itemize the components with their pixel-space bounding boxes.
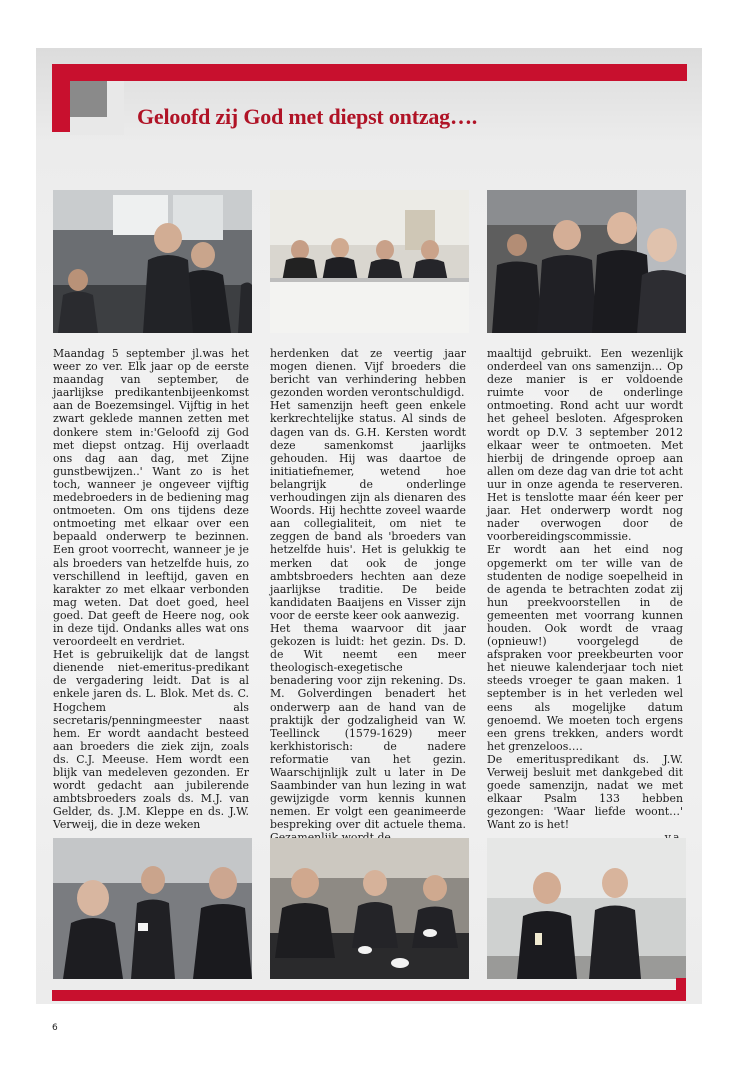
photo-bottom-3 bbox=[487, 838, 686, 979]
photo-bottom-2 bbox=[270, 838, 469, 979]
paragraph: Het thema waarvoor dit jaar gekozen is luidt: het gezin. Ds. D. de Wit neemt een meer theologisch-exegetische benadering voor zijn rekening. Ds. M. Golverdingen benadert het onderwerp aan de hand van de praktijk der godzaligheid van W. Teellinck (1579-1629) meer kerkhistorisch: de nadere reformatie van het gezin. Waarschijnlijk zult u later in De Saambinder van hun lezing in wat gewijzigde vorm kennis kunnen nemen. Er volgt een geanimeerde bespreking over dit actuele thema. bbox=[270, 621, 466, 832]
paragraph: maaltijd gebruikt. Een wezenlijk onderdeel van ons samenzijn… Op deze manier is er voldoende ruimte voor de onderlinge ontmoeting. Rond acht uur wordt het geheel besloten. Afgesproken wordt op D.V. 3 september 2012 elkaar weer te ontmoeten. Met hierbij de dringende oproep aan allen om deze dag van drie tot acht uur in onze agenda te reserveren. Het is tenslotte maar één keer per jaar. Het onderwerp wordt nog nader overwogen door de voorbereidingscommissie. bbox=[487, 347, 683, 544]
header-red-corner bbox=[52, 64, 70, 132]
paragraph: Het samenzijn heeft geen enkele kerkrechtelijke status. Al sinds de dagen van ds. G.H. Kersten wordt deze samenkomst jaarlijks gehouden. Hij was daartoe de initiatiefnemer, wetend hoe belangrijk de onderlinge verhoudingen zijn als dienaren des Woords. Hij hechtte zoveel waarde aan collegialiteit, om niet te zeggen de band als 'broeders van hetzelfde huis'. Het is gelukkig te merken dat ook de jonge ambtsbroeders hechten aan deze jaarlijkse traditie. De beide kandidaten Baaijens en Visser zijn voor de eerste keer ook aanwezig. bbox=[270, 399, 466, 622]
photo-top-1 bbox=[53, 190, 252, 333]
photo-top-2 bbox=[270, 190, 469, 333]
article-title: Geloofd zij God met diepst ontzag…. bbox=[137, 104, 478, 129]
footer-red-bar bbox=[52, 990, 686, 1001]
paragraph: herdenken dat ze veertig jaar mogen dienen. Vijf broeders die bericht van verhindering hebben gezonden worden verontschuldigd. bbox=[270, 347, 466, 400]
paragraph: Maandag 5 september jl.was het weer zo ver. Elk jaar op de eerste maandag van september, de jaarlijkse predikantenbijeenkomst aan de Boezemsingel. Vijftig in het zwart geklede mannen zetten met donkere stem in:'Geloofd zij God met diepst ontzag. Hij overlaadt ons dag aan dag, met Zijne gunstbewijzen..' Want zo is het toch, wanneer je ongeveer vijftig medebroeders in de bediening mag ontmoeten. Om ons tijdens deze ontmoeting met elkaar over een bepaald onderwerp te bezinnen. Een groot voorrecht, wanneer je je als broeders van hetzelfde huis, zo verschillend in leeftijd, gaven en karakter zo met elkaar verbonden mag weten. Dat doet goed, heel goed. Dat geeft de Heere nog, ook in deze tijd. Ondanks alles wat ons veroordeelt en verdriet. bbox=[53, 347, 249, 649]
paragraph: De emerituspredikant ds. J.W. Verweij besluit met dankgebed dit goede samenzijn, nadat we met elkaar Psalm 133 hebben gezongen: 'Waar liefde woont…' Want zo is het! bbox=[487, 752, 683, 832]
text-column-1 bbox=[53, 347, 249, 831]
text-column-3 bbox=[487, 347, 683, 845]
paragraph: Het is gebruikelijk dat de langst dienende niet-emeritus-predikant de vergadering leidt. Dat is al enkele jaren ds. L. Blok. Met ds. C. Hogchem als secretaris/penningmeester naast hem. Er wordt aandacht besteed aan broeders die ziek zijn, zoals ds. C.J. Meeuse. Hem wordt een blijk van medeleven gezonden. Er wordt gedacht aan jubilerende ambtsbroeders zoals ds. M.J. van Gelder, ds. J.M. Kleppe en ds. J.W. Verweij, die in deze weken bbox=[53, 648, 249, 832]
paragraph: Er wordt aan het eind nog opgemerkt om ter wille van de studenten de nodige soepelheid in de agenda te betrachten zodat zij hun preekvoorstellen in de gemeenten met voorrang kunnen houden. Ook wordt de vraag (opnieuw!) voorgelegd de afspraken voor preekbeurten voor het nieuwe kalenderjaar toch niet steeds vroeger te gaan maken. 1 september is in het verleden wel eens als mogelijke datum genoemd. We moeten toch ergens een grens trekken, anders wordt het grenzeloos…. bbox=[487, 543, 683, 753]
text-column-2 bbox=[270, 347, 466, 845]
header-grey-square bbox=[70, 81, 107, 117]
header-red-bar bbox=[52, 64, 687, 81]
page-number: 6 bbox=[52, 1023, 58, 1033]
footer-red-corner bbox=[676, 978, 686, 1001]
photo-bottom-1 bbox=[53, 838, 252, 979]
photo-top-3 bbox=[487, 190, 686, 333]
